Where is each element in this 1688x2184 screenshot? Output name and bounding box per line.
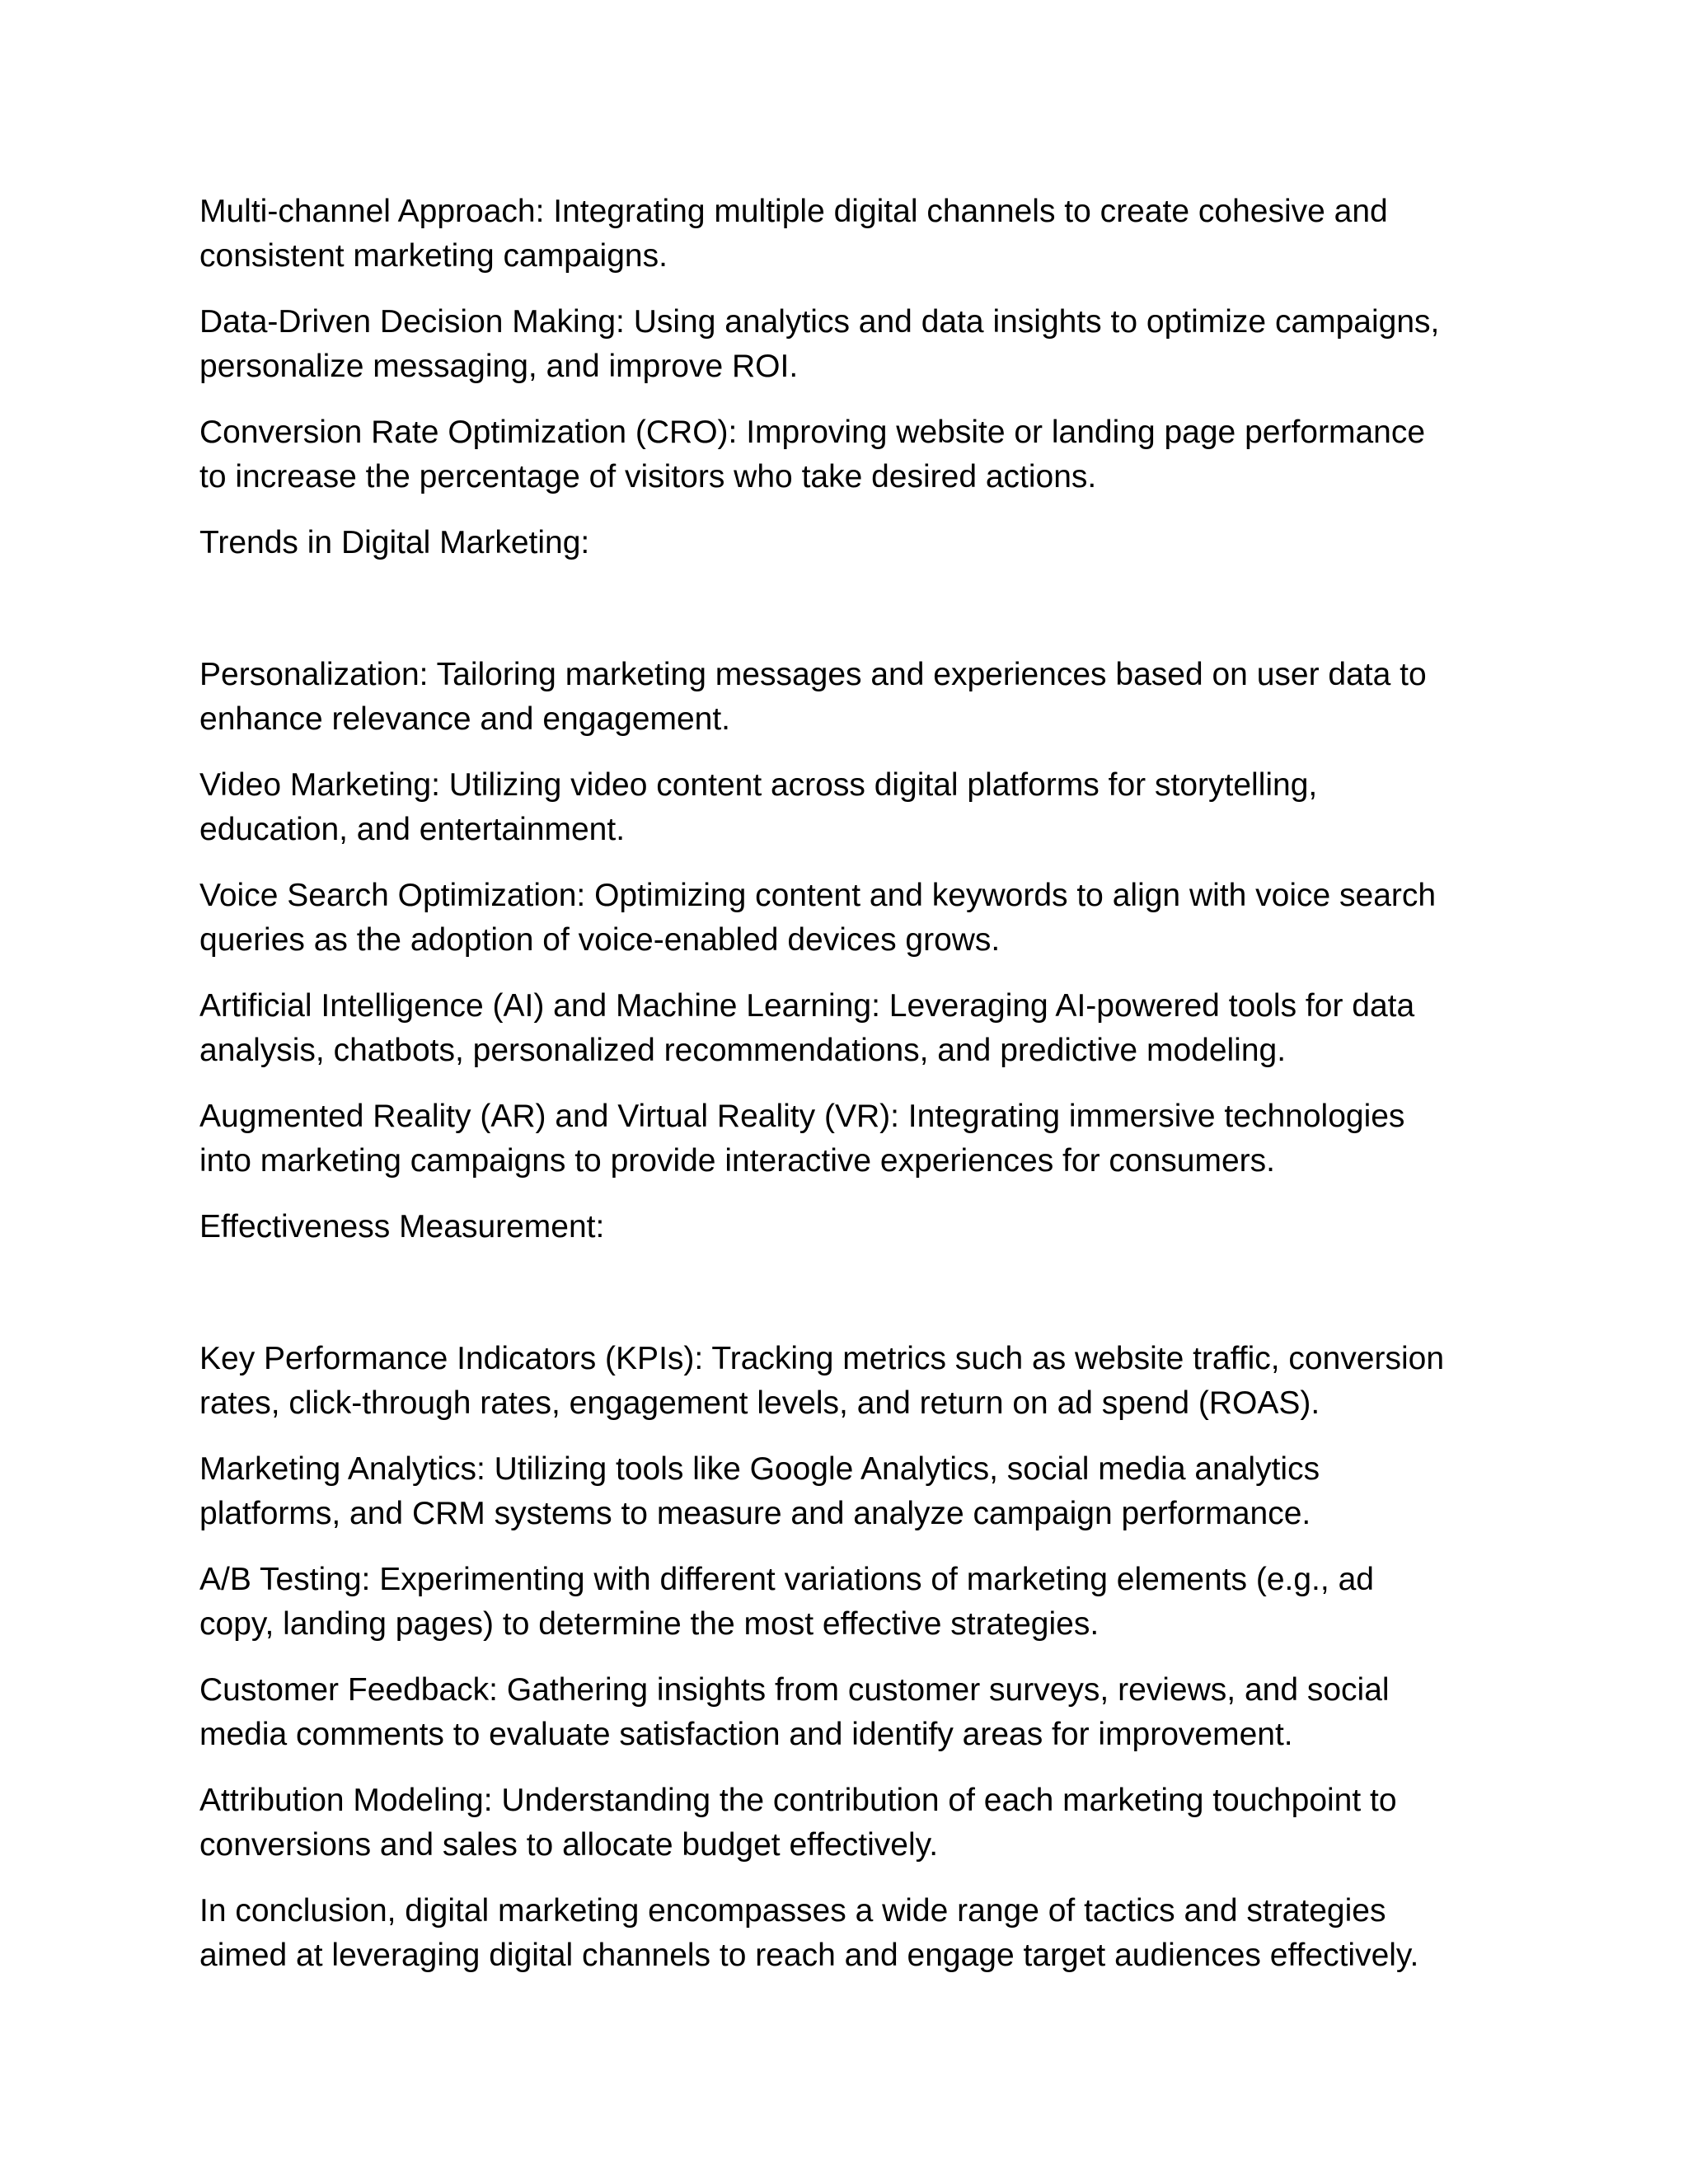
- paragraph-line: Personalization: Tailoring marketing messages and experiences based on user data to: [199, 657, 1427, 692]
- paragraph-ar-vr: [199, 1094, 1502, 1183]
- paragraph-voice-search: [199, 874, 1502, 963]
- spacer: [199, 587, 1502, 653]
- paragraph-data-driven: [199, 300, 1502, 389]
- heading-trends: Trends in Digital Marketing:: [199, 525, 590, 560]
- paragraph-customer-feedback: [199, 1668, 1502, 1757]
- paragraph-personalization: [199, 653, 1502, 742]
- paragraph-line: aimed at leveraging digital channels to reach and engage target audiences effectively.: [199, 1938, 1419, 1973]
- paragraph-line: In conclusion, digital marketing encompasses a wide range of tactics and strategies: [199, 1893, 1386, 1929]
- paragraph-line: enhance relevance and engagement.: [199, 701, 730, 737]
- paragraph-line: copy, landing pages) to determine the most effective strategies.: [199, 1606, 1100, 1642]
- paragraph-line: analysis, chatbots, personalized recommendations, and predictive modeling.: [199, 1033, 1287, 1068]
- paragraph-line: Voice Search Optimization: Optimizing content and keywords to align with voice search: [199, 878, 1437, 913]
- paragraph-line: A/B Testing: Experimenting with different variations of marketing elements (e.g., ad: [199, 1562, 1374, 1597]
- paragraph-conclusion: [199, 1889, 1502, 1978]
- paragraph-line: Data-Driven Decision Making: Using analytics and data insights to optimize campaigns,: [199, 304, 1440, 340]
- paragraph-line: Video Marketing: Utilizing video content across digital platforms for storytelling,: [199, 767, 1318, 803]
- paragraph-line: personalize messaging, and improve ROI.: [199, 349, 799, 384]
- paragraph-line: conversions and sales to allocate budget effectively.: [199, 1827, 939, 1863]
- paragraph-line: education, and entertainment.: [199, 812, 626, 847]
- paragraph-attribution: [199, 1779, 1502, 1868]
- paragraph-line: Conversion Rate Optimization (CRO): Improving website or landing page performance: [199, 415, 1426, 450]
- paragraph-ai-ml: [199, 984, 1502, 1073]
- paragraph-line: rates, click-through rates, engagement levels, and return on ad spend (ROAS).: [199, 1385, 1320, 1421]
- paragraph-line: Multi-channel Approach: Integrating multiple digital channels to create cohesive and: [199, 194, 1388, 229]
- paragraph-line: Customer Feedback: Gathering insights from customer surveys, reviews, and social: [199, 1672, 1390, 1708]
- paragraph-line: consistent marketing campaigns.: [199, 238, 668, 274]
- paragraph-line: to increase the percentage of visitors who take desired actions.: [199, 459, 1097, 494]
- paragraph-line: Marketing Analytics: Utilizing tools like Google Analytics, social media analytics: [199, 1451, 1320, 1487]
- paragraph-video-marketing: [199, 763, 1502, 852]
- paragraph-line: Attribution Modeling: Understanding the contribution of each marketing touchpoint to: [199, 1783, 1397, 1818]
- paragraph-marketing-analytics: [199, 1447, 1502, 1536]
- paragraph-line: Augmented Reality (AR) and Virtual Reality (VR): Integrating immersive technologies: [199, 1099, 1405, 1134]
- paragraph-line: platforms, and CRM systems to measure and analyze campaign performance.: [199, 1496, 1311, 1531]
- paragraph-line: media comments to evaluate satisfaction and identify areas for improvement.: [199, 1717, 1293, 1752]
- paragraph-kpis: [199, 1337, 1502, 1426]
- paragraph-line: Artificial Intelligence (AI) and Machine Learning: Leveraging AI-powered tools for data: [199, 988, 1415, 1024]
- paragraph-line: queries as the adoption of voice-enabled devices grows.: [199, 922, 1001, 958]
- paragraph-line: into marketing campaigns to provide interactive experiences for consumers.: [199, 1143, 1275, 1179]
- paragraph-multi-channel: [199, 190, 1502, 279]
- spacer: [199, 1271, 1502, 1337]
- paragraph-ab-testing: [199, 1558, 1502, 1647]
- paragraph-line: Key Performance Indicators (KPIs): Tracking metrics such as website traffic, conversion: [199, 1341, 1445, 1376]
- document-body: [199, 190, 1502, 1999]
- heading-effectiveness: Effectiveness Measurement:: [199, 1209, 605, 1244]
- paragraph-cro: [199, 410, 1502, 499]
